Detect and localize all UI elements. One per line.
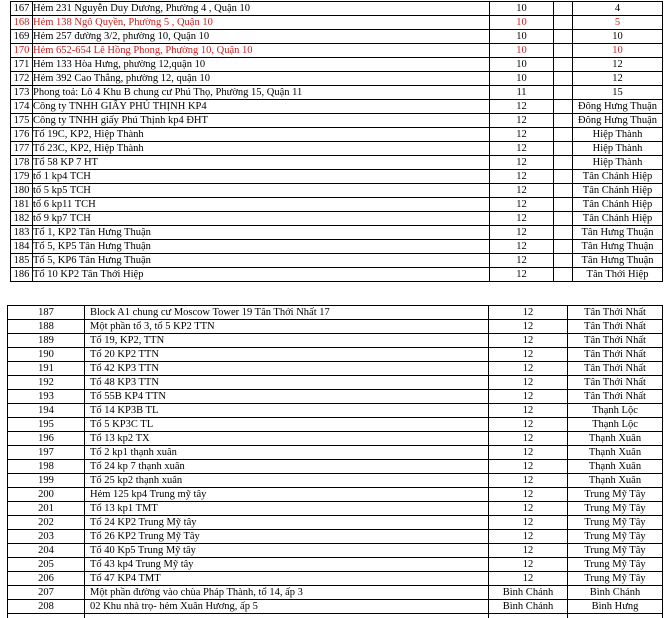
district-cell: Bình Chánh xyxy=(489,600,568,614)
ward-cell: Tân Thới Hiệp xyxy=(573,268,663,282)
row-number-cell: 167 xyxy=(11,2,33,16)
ward-cell: Trung Mỹ Tây xyxy=(568,544,663,558)
address-cell: tổ 1 kp4 TCH xyxy=(33,170,490,184)
address-cell: Tổ 5, KP5 Tân Hưng Thuận xyxy=(33,240,490,254)
partial-cell xyxy=(85,614,489,618)
table-row xyxy=(8,362,663,376)
district-cell: 12 xyxy=(489,516,568,530)
district-cell: 12 xyxy=(490,170,554,184)
district-cell: 12 xyxy=(490,184,554,198)
spacer-cell xyxy=(554,44,573,58)
address-cell: Tổ 20 KP2 TTN xyxy=(85,348,489,362)
table-row xyxy=(8,446,663,460)
spacer-cell xyxy=(554,226,573,240)
district-cell: 12 xyxy=(489,474,568,488)
ward-cell: Tân Thới Nhất xyxy=(568,362,663,376)
district-cell: 10 xyxy=(490,30,554,44)
table-row xyxy=(8,390,663,404)
ward-cell: 4 xyxy=(573,2,663,16)
spacer-cell xyxy=(554,268,573,282)
ward-cell: Tân Thới Nhất xyxy=(568,348,663,362)
address-cell: 02 Khu nhà trọ- hẻm Xuân Hương, ấp 5 xyxy=(85,600,489,614)
row-number-cell: 191 xyxy=(8,362,85,376)
table-row xyxy=(11,156,663,170)
row-number-cell: 189 xyxy=(8,334,85,348)
district-cell: 12 xyxy=(489,334,568,348)
row-number-cell: 182 xyxy=(11,212,33,226)
address-cell: tổ 6 kp11 TCH xyxy=(33,198,490,212)
address-cell: tổ 5 kp5 TCH xyxy=(33,184,490,198)
table-row xyxy=(8,376,663,390)
row-number-cell: 188 xyxy=(8,320,85,334)
table-row xyxy=(11,240,663,254)
row-number-cell: 179 xyxy=(11,170,33,184)
district-cell: 12 xyxy=(489,446,568,460)
district-cell: 12 xyxy=(489,306,568,320)
spacer-cell xyxy=(554,184,573,198)
row-number-cell: 193 xyxy=(8,390,85,404)
address-cell: Tổ 48 KP3 TTN xyxy=(85,376,489,390)
district-cell: 12 xyxy=(489,362,568,376)
address-cell: Tổ 23C, KP2, Hiệp Thành xyxy=(33,142,490,156)
row-number-cell: 172 xyxy=(11,72,33,86)
row-number-cell: 194 xyxy=(8,404,85,418)
row-number-cell: 187 xyxy=(8,306,85,320)
row-number-cell: 186 xyxy=(11,268,33,282)
lockdown-area-table-2 xyxy=(7,305,663,618)
table-row xyxy=(11,44,663,58)
district-cell: 12 xyxy=(490,100,554,114)
spacer-cell xyxy=(554,72,573,86)
table-row xyxy=(11,128,663,142)
district-cell: 12 xyxy=(489,530,568,544)
table-row xyxy=(11,212,663,226)
district-cell: 12 xyxy=(490,198,554,212)
address-cell: Tổ 13 kp2 TX xyxy=(85,432,489,446)
row-number-cell: 203 xyxy=(8,530,85,544)
row-number-cell: 178 xyxy=(11,156,33,170)
spacer-cell xyxy=(554,198,573,212)
table-row xyxy=(11,184,663,198)
row-number-cell: 176 xyxy=(11,128,33,142)
table-row xyxy=(11,100,663,114)
table-row xyxy=(8,558,663,572)
table-row xyxy=(8,488,663,502)
district-cell: 11 xyxy=(490,86,554,100)
address-cell: Hẻm 392 Cao Thắng, phường 12, quận 10 xyxy=(33,72,490,86)
row-number-cell: 185 xyxy=(11,254,33,268)
district-cell: 12 xyxy=(490,156,554,170)
table-row xyxy=(8,474,663,488)
address-cell: Tổ 42 KP3 TTN xyxy=(85,362,489,376)
table-row xyxy=(8,404,663,418)
lockdown-area-table-1 xyxy=(10,1,663,282)
spacer-cell xyxy=(554,254,573,268)
table-row xyxy=(11,170,663,184)
row-number-cell: 184 xyxy=(11,240,33,254)
row-number-cell: 196 xyxy=(8,432,85,446)
ward-cell: 10 xyxy=(573,30,663,44)
district-cell: 12 xyxy=(489,390,568,404)
table-row xyxy=(8,460,663,474)
address-cell: Một phần đường vào chùa Pháp Thành, tổ 14, ấp 3 xyxy=(85,586,489,600)
table-row xyxy=(8,502,663,516)
district-cell: 12 xyxy=(490,212,554,226)
spacer-cell xyxy=(554,16,573,30)
address-cell: Tổ 2 kp1 thạnh xuân xyxy=(85,446,489,460)
spacer-cell xyxy=(554,156,573,170)
ward-cell: Trung Mỹ Tây xyxy=(568,502,663,516)
table-row xyxy=(8,306,663,320)
table-1-body xyxy=(11,2,663,282)
address-cell: Công ty TNHH GIẤY PHÚ THỊNH KP4 xyxy=(33,100,490,114)
table-row xyxy=(8,544,663,558)
ward-cell: Tân Hưng Thuận xyxy=(573,240,663,254)
address-cell: tổ 9 kp7 TCH xyxy=(33,212,490,226)
ward-cell: Hiệp Thành xyxy=(573,142,663,156)
spacer-cell xyxy=(554,212,573,226)
table-2-body xyxy=(8,306,663,618)
table-row xyxy=(8,530,663,544)
table-row xyxy=(8,432,663,446)
address-cell: Hẻm 138 Ngô Quyền, Phường 5 , Quận 10 xyxy=(33,16,490,30)
address-cell: Tổ 40 Kp5 Trung Mỹ tây xyxy=(85,544,489,558)
table-row xyxy=(8,348,663,362)
ward-cell: Tân Chánh Hiệp xyxy=(573,198,663,212)
address-cell: Công ty TNHH giấy Phú Thịnh kp4 ĐHT xyxy=(33,114,490,128)
ward-cell: Tân Thới Nhất xyxy=(568,334,663,348)
address-cell: Tổ 19, KP2, TTN xyxy=(85,334,489,348)
address-cell: Hẻm 125 kp4 Trung mỹ tây xyxy=(85,488,489,502)
partial-cell xyxy=(489,614,568,618)
table-row xyxy=(8,334,663,348)
address-cell: Tổ 24 kp 7 thạnh xuân xyxy=(85,460,489,474)
district-cell: 12 xyxy=(490,240,554,254)
ward-cell: Bình Hưng xyxy=(568,600,663,614)
address-cell: Tổ 1, KP2 Tân Hưng Thuận xyxy=(33,226,490,240)
ward-cell: 10 xyxy=(573,44,663,58)
district-cell: 10 xyxy=(490,72,554,86)
district-cell: 10 xyxy=(490,2,554,16)
district-cell: 12 xyxy=(489,376,568,390)
table-row xyxy=(11,254,663,268)
spacer-cell xyxy=(554,240,573,254)
district-cell: 12 xyxy=(490,268,554,282)
ward-cell: Thạnh Lộc xyxy=(568,404,663,418)
table-row xyxy=(11,268,663,282)
ward-cell: Tân Chánh Hiệp xyxy=(573,212,663,226)
partial-cell xyxy=(568,614,663,618)
spacer-cell xyxy=(554,100,573,114)
address-cell: Tổ 13 kp1 TMT xyxy=(85,502,489,516)
row-number-cell: 169 xyxy=(11,30,33,44)
ward-cell: Tân Chánh Hiệp xyxy=(573,170,663,184)
row-number-cell: 190 xyxy=(8,348,85,362)
row-number-cell: 198 xyxy=(8,460,85,474)
address-cell: Tổ 5, KP6 Tân Hưng Thuận xyxy=(33,254,490,268)
district-cell: 10 xyxy=(490,58,554,72)
table-row xyxy=(11,114,663,128)
ward-cell: Đông Hưng Thuận xyxy=(573,100,663,114)
address-cell: Hẻm 652-654 Lê Hồng Phong, Phường 10, Quận 10 xyxy=(33,44,490,58)
ward-cell: Thạnh Xuân xyxy=(568,432,663,446)
ward-cell: Tân Thới Nhất xyxy=(568,320,663,334)
district-cell: 12 xyxy=(490,254,554,268)
ward-cell: Trung Mỹ Tây xyxy=(568,572,663,586)
address-cell: Block A1 chung cư Moscow Tower 19 Tân Thới Nhất 17 xyxy=(85,306,489,320)
row-number-cell: 204 xyxy=(8,544,85,558)
district-cell: 12 xyxy=(489,460,568,474)
row-number-cell: 177 xyxy=(11,142,33,156)
row-number-cell: 197 xyxy=(8,446,85,460)
row-number-cell: 181 xyxy=(11,198,33,212)
district-cell: 12 xyxy=(490,226,554,240)
district-cell: 12 xyxy=(489,558,568,572)
partial-cutoff-row xyxy=(8,614,663,618)
address-cell: Tổ 58 KP 7 HT xyxy=(33,156,490,170)
table-row xyxy=(11,16,663,30)
ward-cell: Trung Mỹ Tây xyxy=(568,516,663,530)
ward-cell: Hiệp Thành xyxy=(573,156,663,170)
address-cell: Tổ 26 KP2 Trung Mỹ Tây xyxy=(85,530,489,544)
table-row xyxy=(8,600,663,614)
spacer-cell xyxy=(554,86,573,100)
ward-cell: Tân Hưng Thuận xyxy=(573,226,663,240)
district-cell: Bình Chánh xyxy=(489,586,568,600)
ward-cell: Tân Thới Nhất xyxy=(568,376,663,390)
address-cell: Tổ 10 KP2 Tân Thới Hiệp xyxy=(33,268,490,282)
row-number-cell: 199 xyxy=(8,474,85,488)
table-row xyxy=(11,2,663,16)
table-row xyxy=(8,586,663,600)
address-cell: Hẻm 133 Hòa Hưng, phường 12,quận 10 xyxy=(33,58,490,72)
address-cell: Tổ 25 kp2 thạnh xuân xyxy=(85,474,489,488)
ward-cell: Thạnh Xuân xyxy=(568,460,663,474)
address-cell: Tổ 5 KP3C TL xyxy=(85,418,489,432)
ward-cell: 12 xyxy=(573,58,663,72)
ward-cell: Thạnh Xuân xyxy=(568,446,663,460)
row-number-cell: 201 xyxy=(8,502,85,516)
table-row xyxy=(8,320,663,334)
spacer-cell xyxy=(554,128,573,142)
table-row xyxy=(11,86,663,100)
ward-cell: Bình Chánh xyxy=(568,586,663,600)
district-cell: 12 xyxy=(490,142,554,156)
spacer-cell xyxy=(554,58,573,72)
district-cell: 12 xyxy=(490,114,554,128)
address-cell: Tổ 55B KP4 TTN xyxy=(85,390,489,404)
table-row xyxy=(11,226,663,240)
spacer-cell xyxy=(554,30,573,44)
row-number-cell: 173 xyxy=(11,86,33,100)
district-cell: 12 xyxy=(489,320,568,334)
ward-cell: Tân Thới Nhất xyxy=(568,390,663,404)
district-cell: 10 xyxy=(490,16,554,30)
address-cell: Hẻm 231 Nguyễn Duy Dương, Phường 4 , Quận 10 xyxy=(33,2,490,16)
table-row xyxy=(8,516,663,530)
spacer-cell xyxy=(554,2,573,16)
row-number-cell: 195 xyxy=(8,418,85,432)
district-cell: 12 xyxy=(489,404,568,418)
row-number-cell: 180 xyxy=(11,184,33,198)
address-cell: Tổ 43 kp4 Trung Mỹ tây xyxy=(85,558,489,572)
ward-cell: Trung Mỹ Tây xyxy=(568,488,663,502)
ward-cell: Hiệp Thành xyxy=(573,128,663,142)
district-cell: 12 xyxy=(489,488,568,502)
spacer-cell xyxy=(554,114,573,128)
table-row xyxy=(11,30,663,44)
district-cell: 12 xyxy=(489,432,568,446)
address-cell: Tổ 47 KP4 TMT xyxy=(85,572,489,586)
address-cell: Tổ 24 KP2 Trung Mỹ tây xyxy=(85,516,489,530)
ward-cell: 5 xyxy=(573,16,663,30)
ward-cell: Trung Mỹ Tây xyxy=(568,530,663,544)
address-cell: Một phần tổ 3, tổ 5 KP2 TTN xyxy=(85,320,489,334)
row-number-cell: 206 xyxy=(8,572,85,586)
row-number-cell: 205 xyxy=(8,558,85,572)
ward-cell: Tân Chánh Hiệp xyxy=(573,184,663,198)
table-row xyxy=(8,418,663,432)
ward-cell: 12 xyxy=(573,72,663,86)
row-number-cell: 171 xyxy=(11,58,33,72)
row-number-cell: 175 xyxy=(11,114,33,128)
district-cell: 10 xyxy=(490,44,554,58)
table-row xyxy=(11,142,663,156)
row-number-cell: 174 xyxy=(11,100,33,114)
table-row xyxy=(11,198,663,212)
spacer-cell xyxy=(554,170,573,184)
row-number-cell: 208 xyxy=(8,600,85,614)
row-number-cell: 200 xyxy=(8,488,85,502)
address-cell: Tổ 19C, KP2, Hiệp Thành xyxy=(33,128,490,142)
row-number-cell: 170 xyxy=(11,44,33,58)
ward-cell: Tân Hưng Thuận xyxy=(573,254,663,268)
district-cell: 12 xyxy=(489,572,568,586)
district-cell: 12 xyxy=(489,418,568,432)
district-cell: 12 xyxy=(489,502,568,516)
ward-cell: Đông Hưng Thuận xyxy=(573,114,663,128)
ward-cell: 15 xyxy=(573,86,663,100)
row-number-cell: 192 xyxy=(8,376,85,390)
ward-cell: Thạnh Lộc xyxy=(568,418,663,432)
table-row xyxy=(11,72,663,86)
address-cell: Hẻm 257 đường 3/2, phường 10, Quận 10 xyxy=(33,30,490,44)
district-cell: 12 xyxy=(490,128,554,142)
ward-cell: Trung Mỹ Tây xyxy=(568,558,663,572)
ward-cell: Tân Thới Nhất xyxy=(568,306,663,320)
table-row xyxy=(11,58,663,72)
row-number-cell: 207 xyxy=(8,586,85,600)
ward-cell: Thạnh Xuân xyxy=(568,474,663,488)
row-number-cell: 202 xyxy=(8,516,85,530)
district-cell: 12 xyxy=(489,544,568,558)
row-number-cell: 168 xyxy=(11,16,33,30)
address-cell: Tổ 14 KP3B TL xyxy=(85,404,489,418)
spacer-cell xyxy=(554,142,573,156)
partial-cell xyxy=(8,614,85,618)
table-row xyxy=(8,572,663,586)
row-number-cell: 183 xyxy=(11,226,33,240)
address-cell: Phong toả: Lô 4 Khu B chung cư Phú Thọ, Phường 15, Quận 11 xyxy=(33,86,490,100)
district-cell: 12 xyxy=(489,348,568,362)
